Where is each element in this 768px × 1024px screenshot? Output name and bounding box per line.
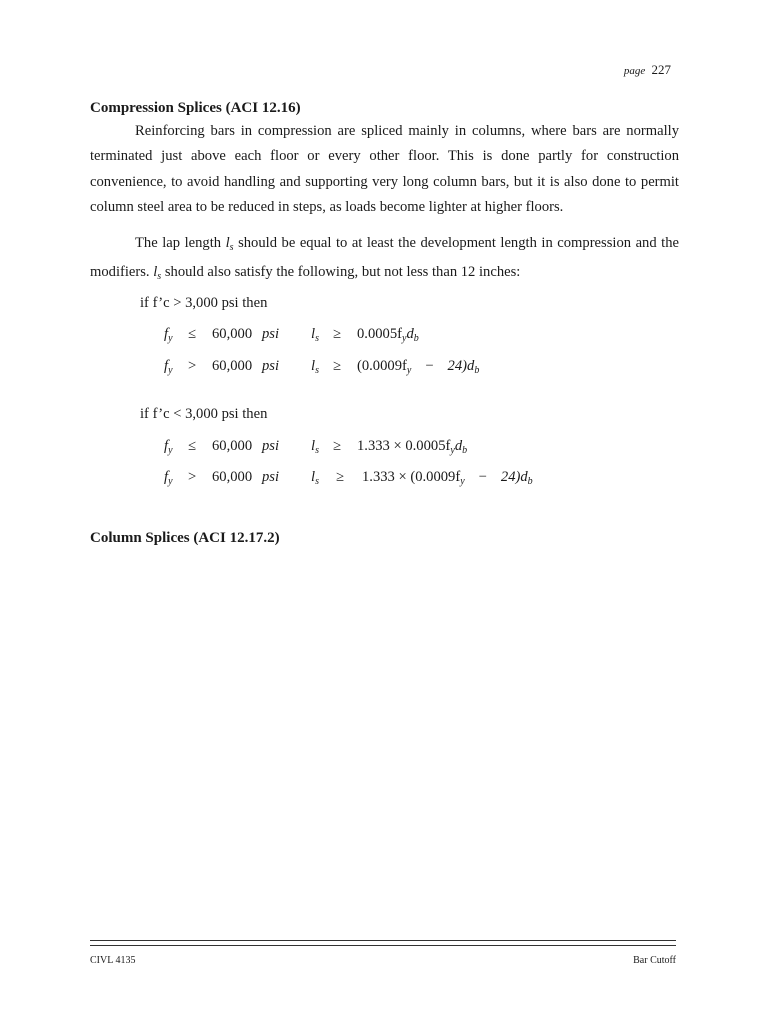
limit-value: 60,000 <box>212 358 253 374</box>
para2-part-b: should be equal to at least the development length in compression and the modifiers. <box>90 235 679 281</box>
ls-symbol: $l_s$ <box>311 469 319 487</box>
unit: psi <box>262 438 280 454</box>
paragraph-intro-text: Reinforcing bars in compression are spliced mainly in columns, where bars are normally terminated just above each floor or every other floor. This is done partly for construction convenience, to avoid handling and supporting very long column bars, but it is also done to permit column steel area to be reduced in steps, as loads become lighter at higher floors. <box>90 123 679 215</box>
unit: psi <box>262 469 280 485</box>
limit-value: 60,000 <box>212 438 253 454</box>
ls-symbol: $l_s$ <box>311 358 319 376</box>
page-number <box>624 62 671 78</box>
condition-fc-greater: if f’c > 3,000 psi then <box>140 295 268 311</box>
operator: ≤ <box>188 326 197 342</box>
section-title-compression-splices: Compression Splices (ACI 12.16) <box>90 100 301 116</box>
footer-divider <box>90 940 676 946</box>
rhs-expression: $0.0005f_yd_b$ <box>357 326 419 344</box>
paragraph-lap-length <box>90 231 679 290</box>
operator: ≤ <box>188 438 197 454</box>
para2-part-c: should also satisfy the following, but not less than 12 inches: <box>161 264 521 281</box>
footer-course: CIVL 4135 <box>90 955 136 966</box>
fy-symbol: $f_y$ <box>164 358 173 376</box>
ls-symbol-2: l <box>153 264 158 281</box>
page-number-value: 227 <box>651 62 671 77</box>
relation: ≥ <box>336 469 345 485</box>
footer-topic: Bar Cutoff <box>633 955 676 966</box>
ls-subscript: s <box>229 242 234 253</box>
ls-symbol: $l_s$ <box>311 326 319 344</box>
rhs-expression: $1.333 \times (0.0009f_y - 24)d_b$ <box>362 469 533 487</box>
relation: ≥ <box>333 358 342 374</box>
condition-fc-less: if f’c < 3,000 psi then <box>140 406 268 422</box>
ls-subscript-2: s <box>157 271 162 283</box>
ls-symbol: l <box>225 235 230 251</box>
rhs-expression: $1.333 \times 0.0005f_yd_b$ <box>357 438 468 456</box>
unit: psi <box>262 358 280 374</box>
relation: ≥ <box>333 326 342 342</box>
fy-symbol: $f_y$ <box>164 326 173 344</box>
limit-value: 60,000 <box>212 326 253 342</box>
paragraph-intro <box>90 119 679 220</box>
fy-symbol: $f_y$ <box>164 438 173 456</box>
para2-part-a: The lap length <box>135 235 226 251</box>
limit-value: 60,000 <box>212 469 253 485</box>
operator: > <box>188 469 197 485</box>
ls-symbol: $l_s$ <box>311 438 319 456</box>
relation: ≥ <box>333 438 342 454</box>
page-word: page <box>623 65 646 77</box>
unit: psi <box>262 326 280 342</box>
operator: > <box>188 358 197 374</box>
rhs-expression: $(0.0009f_y - 24)d_b$ <box>357 358 480 376</box>
fy-symbol: $f_y$ <box>164 469 173 487</box>
section-title-column-splices: Column Splices (ACI 12.17.2) <box>90 530 280 546</box>
